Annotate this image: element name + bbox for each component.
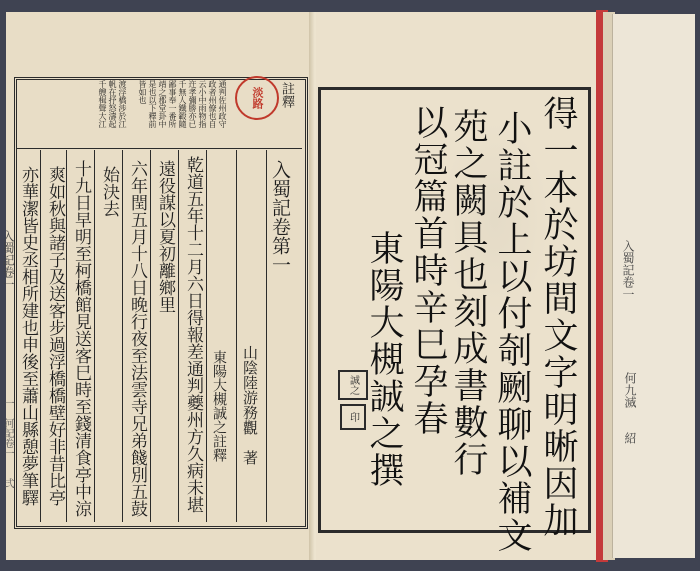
preface-col: 得一本於坊間文字明晰因加 [538, 95, 578, 539]
column-rule [266, 150, 267, 522]
column-rule [40, 150, 41, 522]
body-col: 亦華潔皆史丞相所建也申後至蕭山縣憩夢筆驛 [18, 166, 38, 506]
preface-col: 苑之闕具也刻成書數行 [448, 108, 488, 478]
column-rule [66, 150, 67, 522]
author-seal: 誠之 [338, 370, 368, 400]
body-col: 十九日早明至柯橋館見送客巳時至錢清食亭中涼 [71, 160, 91, 517]
note-col: 政者州僚也自 [208, 80, 217, 128]
body-col: 乾道五年十二月六日得報差通判夔州方久病未堪 [183, 156, 203, 513]
author-seal-2: 印 [340, 404, 366, 430]
side-tab-title: 入蜀記卷一 [1, 230, 15, 290]
body-col: 始決去 [99, 166, 119, 217]
note-col: 靖之郡堂卦中 [158, 80, 167, 128]
column-rule [122, 150, 123, 522]
column-rule [150, 150, 151, 522]
red-collector-seal: 淡路 [235, 76, 279, 120]
next-page-title: 何九滅 紹 [623, 372, 637, 444]
next-page-tab: 入蜀記卷一 [621, 240, 635, 300]
note-col: 迕孝彌勝亦已 [188, 80, 197, 128]
notes-divider [17, 148, 302, 149]
note-col: 云小中雨物指 [198, 80, 207, 128]
column-rule [94, 150, 95, 522]
body-col: 爽如秋與諸子及送客步過浮橋橋壁好非昔比亭 [45, 166, 65, 506]
preface-col: 東陽大槻誠之撰 [364, 230, 404, 489]
volume-title: 入蜀記卷第一 [269, 160, 291, 274]
column-rule [236, 150, 237, 522]
annotator-line: 東陽大槻誠之註釋 [211, 350, 227, 462]
note-col: 皆如也 [138, 80, 147, 104]
note-col: 鄙事奉一番所 [168, 80, 177, 128]
author-line: 山陰陸游務觀 著 [241, 345, 259, 465]
note-col: 千無人鐡轂隨 [178, 80, 187, 128]
note-col: 通判佐州政守 [218, 80, 227, 128]
note-col: 千艘楫聲大江 [98, 80, 107, 128]
body-col: 六年閏五月十八日晚行夜至法雲寺兄弟餞別五鼓 [127, 160, 147, 517]
column-rule [178, 150, 179, 522]
preface-col: 以冠篇首時辛巳孕春 [408, 104, 448, 437]
folio-text: 一 河記卷一 弍 [2, 398, 13, 488]
note-col: 帆在抒怒濤起 [108, 80, 117, 128]
preface-col: 小註於上以付剞劂聊以補文 [492, 110, 532, 554]
note-heading: 註釋 [279, 82, 294, 108]
body-col: 遠役謀以夏初離鄉里 [155, 160, 175, 313]
column-rule [206, 150, 207, 522]
note-col: 渡浮橋渉於江 [118, 80, 127, 128]
note-col: 是也以下釋前 [148, 80, 157, 128]
